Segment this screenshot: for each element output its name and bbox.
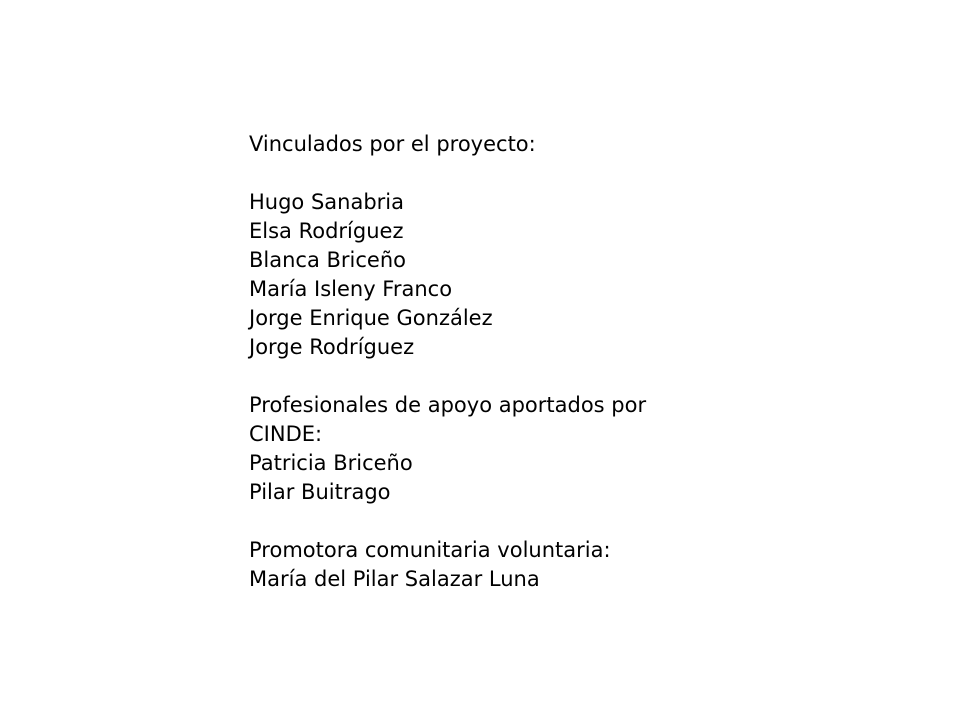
name-item: Blanca Briceño: [249, 248, 407, 272]
name-item: Jorge Rodríguez: [249, 335, 415, 359]
spacer: [249, 159, 769, 188]
section-heading-profesionales: Profesionales de apoyo aportados por: [249, 393, 647, 417]
section-heading-vinculados: Vinculados por el proyecto:: [249, 132, 536, 156]
spacer: [249, 507, 769, 536]
name-item: Pilar Buitrago: [249, 480, 391, 504]
name-item: María Isleny Franco: [249, 277, 453, 301]
credits-text-block: [249, 130, 769, 594]
section-heading-promotora: Promotora comunitaria voluntaria:: [249, 538, 611, 562]
name-item: Patricia Briceño: [249, 451, 413, 475]
section-heading-profesionales-cont: CINDE:: [249, 422, 323, 446]
name-item: Jorge Enrique González: [249, 306, 493, 330]
name-item: Hugo Sanabria: [249, 190, 404, 214]
name-item: Elsa Rodríguez: [249, 219, 404, 243]
name-item: María del Pilar Salazar Luna: [249, 567, 540, 591]
spacer: [249, 362, 769, 391]
